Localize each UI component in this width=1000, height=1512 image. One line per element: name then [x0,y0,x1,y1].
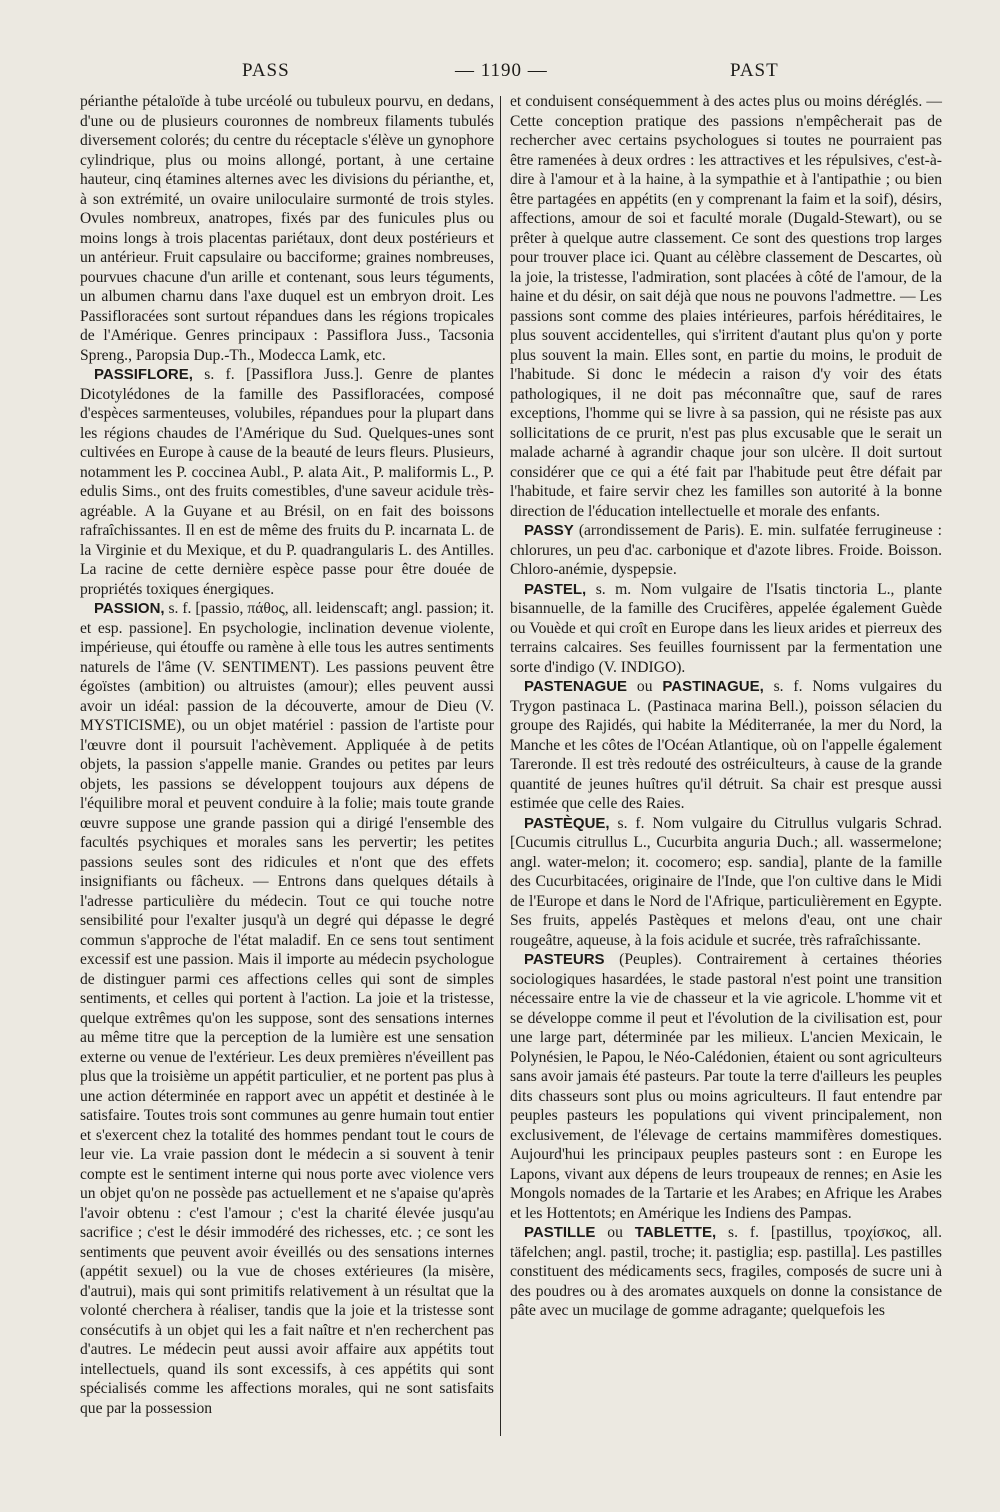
headword-passy: PASSY [524,522,574,539]
column-divider [500,96,501,1436]
headword-pastinague: PASTINAGUE, [662,678,764,695]
right-column [510,92,942,1321]
left-column [80,92,494,1418]
entry-passiflore [80,365,494,599]
passifloracees-continuation: périanthe pétaloïde à tube urcéolé ou tubuleux pourvu, en dedans, d'une ou de plusieurs couronnes de nombreux filaments tubulés diversement colorés; du centre du réceptacle s'élève un gynophore cylindrique, plus ou moins allongé, portant, à une certaine hauteur, cinq étamines alternes avec les divisions du périanthe, et, à son extrémité, un ovaire uniloculaire surmonté de trois styles. Ovules nombreux, anatropes, fixés par des funicules plus ou moins longs à trois placentas pariétaux, dont deux postérieurs et un antérieur. Fruit capsulaire ou bacciforme; graines nombreuses, pourvues chacune d'un arille et contenant, sous leurs téguments, un albumen charnu dans l'axe duquel est un embryon droit. Les Passifloracées sont surtout répandues dans les régions tropicales de l'Amérique. Genres principaux : Passiflora Juss., Tacsonia Spreng., Paropsia Dup.-Th., Modecca Lamk, etc. [80,93,494,364]
entry-passy [510,521,942,580]
definition-pastille: s. f. [pastillus, τροχίσκος, all. täfelchen; angl. pastil, troche; it. pastiglia; esp. pastilla]. Les pastilles constituent des médicaments secs, fragiles, composés de sucre uni à des poudres ou à des aromates auxquels on donne la consistance de pâte avec un mucilage de gomme adragante; quelquefois les [510,1224,942,1319]
entry-passion [80,599,494,1418]
entry-pastille [510,1223,942,1321]
definition-pasteurs: (Peuples). Contrairement à certaines théories sociologiques hasardées, le stade pastoral n'est point une transition nécessaire entre la vie de chasseur et la vie agricole. L'homme vit et se développe comme il peut et l'évolution de la civilisation est, pour une large part, déterminée par les milieux. L'ancien Mexicain, le Polynésien, le Papou, le Néo-Calédonien, étaient ou sont agriculteurs sans avoir jamais été pasteurs. Par toute la terre d'ailleurs les peuples dits chasseurs sont plus ou moins agriculteurs. Il faut entendre par peuples pasteurs les populations qui vivent principalement, non exclusivement, de l'élevage de certains mammifères domestiques. Aujourd'hui les principaux peuples pasteurs sont : en Europe les Lapons, vivant aux dépens de leurs troupeaux de rennes; en Asie les Mongols nomades de la Tartarie et les Arabes; en Afrique les Arabes et les Hottentots; en Amérique les Indiens des Pampas. [510,951,942,1222]
headword-tablette: TABLETTE, [634,1224,717,1241]
entry-pasteurs [510,950,942,1223]
passion-continuation: et conduisent conséquemment à des actes plus ou moins déréglés. — Cette conception pratique des passions n'empêcherait pas de rechercher avec certains psychologues si toutes ne pourraient pas être ramenées à deux ordres : les attractives et les répulsives, c'est-à-dire à l'amour et à la haine, à la sympathie et à l'antipathie ; ou bien être partagées en appétits (en y comprenant la faim et la soif), désirs, affections, amour de soi et faculté morale (Dugald-Stewart), ou se prêter à quelque autre classement. Ce sont des questions trop larges pour trouver place ici. Quant au célèbre classement de Descartes, où la joie, la tristesse, l'admiration, sont placées à côté de l'amour, de la haine et du désir, on sait déjà que nous ne pouvons l'admettre. — Les passions sont comme des plaies intérieures, parfois héréditaires, le plus souvent accidentelles, qui s'irritent d'autant plus qu'on y porte plus souvent la main. Elles sont, en partie du moins, le produit de l'habitude. Si donc le médecin a raison d'y voir des états pathologiques, il ne doit pas méconnaître que, sauf de rares exceptions, l'homme qui se livre à sa passion, qui ne résiste pas aux sollicitations de ce prurit, n'est pas plus excusable que le serait un malade acharné à agrandir chaque jour son ulcère. Il doit surtout considérer que ce qui a été fait par l'habitude peut être défait par l'habitude, et faire servir chez les familles son autorité à la bonne direction de l'éducation intellectuelle et morale des enfants. [510,93,942,520]
headword-conjunction: ou [636,678,653,695]
entry-pastel [510,580,942,678]
headword-pastenague: PASTENAGUE [524,678,628,695]
entry-pastenague [510,677,942,814]
headword-conjunction: ou [607,1224,623,1241]
header-left-word: PASS [242,60,290,81]
headword-passion: PASSION, [94,600,165,617]
page-number: — 1190 — [455,60,548,81]
headword-pastel: PASTEL, [524,580,587,598]
definition-passiflore: s. f. [Passiflora Juss.]. Genre de plantes Dicotylédones de la famille des Passifloracées, composé d'espèces sarmenteuses, volubiles, répandues pour la plupart dans les régions chaudes de l'Amérique du Sud. Quelques-unes sont cultivées en Europe à cause de la beauté de leurs fleurs. Plusieurs, notamment les P. coccinea Aubl., P. alata Ait., P. maliformis L., P. edulis Sims., ont des fruits comestibles, d'une saveur acidule très-agréable. A la Guyane et au Brésil, on en fait des boissons rafraîchissantes. Il en est de même des fruits du P. incarnata L. de la Virginie et du Mexique, et du P. quadrangularis L. des Antilles. La racine de cette dernière espèce passe pour être douée de propriétés toxiques énergiques. [80,366,494,598]
definition-passion: s. f. [passio, πάθος, all. leidenscaft; angl. passion; it. et esp. passione]. En psychologie, inclination devenue violente, impérieuse, qui étouffe ou ramène à elle tous les autres sentiments naturels de l'âme (V. SENTIMENT). Les passions peuvent être égoïstes (ambition) ou altruistes (amour); elles peuvent aussi avoir un idéal: passion de la découverte, amour de Dieu (V. MYSTICISME), ou un objet matériel : passion de l'artiste pour l'œuvre dont il poursuit l'achèvement. Appliquée à de petits objets, la passion s'appelle manie. Grandes ou petites par leurs objets, les passions se développent toujours aux dépens de l'équilibre moral et peuvent conduire à la folie; mais toute grande œuvre suppose une grande passion qui a dirigé l'ensemble des facultés psychiques et morales sans les pervertir; les petites passions seules sont des ridicules et n'ont que des effets insignifiants ou fâcheux. — Entrons dans quelques détails à l'adresse particulière du médecin. Tout ce qui touche notre sensibilité pour l'exalter jusqu'à un degré qui dépasse le degré commun s'approche de l'état maladif. En ce sens tout sentiment excessif est une passion. Mais il importe au médecin psychologue de distinguer parmi ces affections celles qui sont de simples sentiments, et celles qui portent à l'action. La joie et la tristesse, quelque extrêmes qu'on les suppose, sont des sensations internes au même titre que la perception de la lumière est une sensation externe ou venue de l'extérieur. Les deux premières n'éveillent pas plus que la troisième un appétit particulier, et ne portent pas plus à une action déterminée en rapport avec un appétit et destinée à le satisfaire. Toutes trois sont communes au genre humain tout entier et s'exercent chez la totalité des hommes pendant tout le cours de leur vie. La vraie passion dont le médecin a si souvent à tenir compte est le sentiment interne qui nous porte avec violence vers un objet qu'on ne possède pas actuellement et ne s'apaise qu'après l'avoir obtenu : c'est l'amour ; c'est la charité élevée jusqu'au sacrifice ; c'est le désir immodéré des richesses, etc. ; ce sont les sentiments que peuvent avoir éveillés ou des sensations internes (appétit sexuel) ou la vue de choses extérieures (la misère, d'autrui), mais qui sont primitifs relativement à un résultat que la volonté cherchera à réaliser, tandis que la joie et la tristesse sont consécutifs à un objet qui les a fait naître et n'en recherchent pas d'autres. Le médecin peut aussi avoir affaire aux appétits tout intellectuels, quand ils sont excessifs, à ces appétits qui sont spécialisés comme les affections morales, qui ne sont satisfaits que par la possession [80,600,494,1417]
definition-passy: (arrondissement de Paris). E. min. sulfatée ferrugineuse : chlorures, un peu d'ac. carbonique et d'azote libres. Froide. Boisson. Chloro-anémie, dyspepsie. [510,522,942,578]
headword-pastille: PASTILLE [524,1224,596,1241]
definition-pastenague: s. f. Noms vulgaires du Trygon pastinaca L. (Pastinaca marina Bell.), poisson sélacien du groupe des Rajidés, qui habite la Méditerranée, la mer du Nord, la Manche et les côtes de l'Océan Atlantique, où on l'appelle également Tareronde. Il est très redouté des ostréiculteurs, à cause de la grande quantité de jeunes huîtres qu'il détruit. Sa chair est presque aussi estimée que celle des Raies. [510,678,943,812]
headword-passiflore: PASSIFLORE, [94,366,193,383]
running-header [0,60,1000,90]
definition-pasteque: s. f. Nom vulgaire du Citrullus vulgaris Schrad. [Cucumis citrullus L., Cucurbita anguria Duch.; all. wassermelone; angl. water-melon; it. cocomero; esp. sandia], plante de la famille des Cucurbitacées, originaire de l'Inde, que l'on cultive dans le Midi de l'Europe et dans le Nord de l'Afrique, particulièrement en Egypte. Ses fruits, appelés Pastèques et melons d'eau, ont une chair rougeâtre, aqueuse, à la fois acidule et sucrée, très rafraîchissante. [510,814,942,949]
definition-pastel: s. m. Nom vulgaire de l'Isatis tinctoria L., plante bisannuelle, de la famille des Crucifères, appelée également Guède ou Vouède et qui croît en Europe dans les lieux arides et pierreux des terrains calcaires. Ses feuilles fournissent par la fermentation une sorte d'indigo (V. INDIGO). [510,580,942,676]
entry-pasteque [510,814,942,951]
headword-pasteurs: PASTEURS [524,951,605,968]
headword-pasteque: PASTÈQUE, [524,814,610,832]
header-right-word: PAST [730,60,779,81]
